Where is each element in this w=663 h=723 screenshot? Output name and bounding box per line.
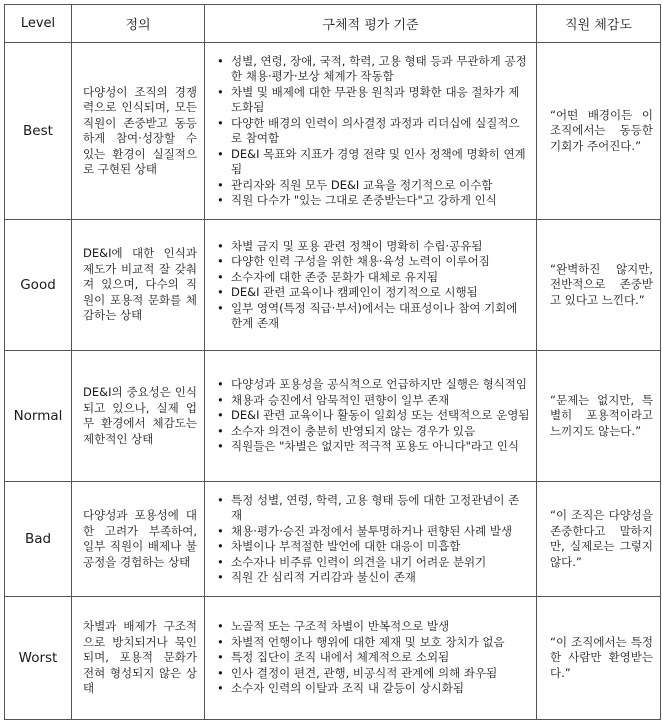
criteria-item: • DE&I 목표와 지표가 경영 전략 및 인사 정책에 명확히 연계됨	[231, 147, 530, 178]
criteria-list	[217, 493, 530, 586]
criteria-item: • 직원 다수가 "있는 그대로 존중받는다"고 강하게 인식	[231, 193, 530, 209]
criteria-item: • DE&I 관련 교육이나 캠페인이 정기적으로 시행됨	[231, 285, 530, 301]
criteria-item: • 차별이나 부적절한 발언에 대한 대응이 미흡함	[231, 539, 530, 555]
criteria-list	[217, 239, 530, 332]
criteria-item: • 다양한 배경의 인력이 의사결정 과정과 리더십에 실질적으로 참여함	[231, 116, 530, 147]
definition-cell: 다양성과 포용성에 대한 고려가 부족하여, 일부 직원이 배제나 불공정을 경험하는 상태	[72, 482, 205, 597]
header-criteria: 구체적 평가 기준	[205, 5, 537, 43]
criteria-item: • 성별, 연령, 장애, 국적, 학력, 고용 형태 등과 무관하게 공정한 채용·평가·보상 체계가 작동함	[231, 54, 530, 85]
row-bad	[5, 482, 661, 597]
level-cell: Best	[5, 43, 72, 220]
dei-evaluation-table	[4, 4, 661, 720]
criteria-item: • 다양성과 포용성을 공식적으로 언급하지만 실행은 형식적임	[231, 377, 530, 393]
row-normal	[5, 351, 661, 482]
criteria-item: • 노골적 또는 구조적 차별이 반복적으로 발생	[231, 619, 530, 635]
criteria-item: • 소수자 의견이 충분히 반영되지 않는 경우가 있음	[231, 424, 530, 440]
criteria-item: • 인사 결정이 편견, 관행, 비공식적 관계에 의해 좌우됨	[231, 666, 530, 682]
criteria-list	[217, 377, 530, 455]
header-level: Level	[5, 5, 72, 43]
criteria-list	[217, 54, 530, 209]
criteria-cell	[205, 220, 537, 351]
criteria-item: • 채용과 승진에서 암묵적인 편향이 일부 존재	[231, 393, 530, 409]
criteria-item: • 직원들은 "차별은 없지만 적극적 포용도 아니다"라고 인식	[231, 439, 530, 455]
criteria-item: • 차별 및 배제에 대한 무관용 원칙과 명확한 대응 절차가 제도화됨	[231, 85, 530, 116]
criteria-item: • 다양한 인력 구성을 위한 채용·육성 노력이 이루어짐	[231, 254, 530, 270]
criteria-item: • DE&I 관련 교육이나 활동이 일회성 또는 선택적으로 운영됨	[231, 408, 530, 424]
definition-cell: DE&I에 대한 인식과 제도가 비교적 잘 갖춰져 있으며, 다수의 직원이 포용적 문화를 체감하는 상태	[72, 220, 205, 351]
definition-cell: 다양성이 조직의 경쟁력으로 인식되며, 모든 직원이 존중받고 동등하게 참여·성장할 수 있는 환경이 실질적으로 구현된 상태	[72, 43, 205, 220]
criteria-item: • 차별 금지 및 포용 관련 정책이 명확히 수립·공유됨	[231, 239, 530, 255]
level-cell: Normal	[5, 351, 72, 482]
header-definition: 정의	[72, 5, 205, 43]
criteria-item: • 관리자와 직원 모두 DE&I 교육을 정기적으로 이수함	[231, 178, 530, 194]
criteria-item: • 특정 성별, 연령, 학력, 고용 형태 등에 대한 고정관념이 존재	[231, 493, 530, 524]
criteria-list	[217, 619, 530, 697]
row-good	[5, 220, 661, 351]
criteria-cell	[205, 482, 537, 597]
criteria-item: • 소수자 인력의 이탈과 조직 내 갈등이 상시화됨	[231, 681, 530, 697]
level-cell: Worst	[5, 597, 72, 720]
feedback-cell: “이 조직은 다양성을 존중한다고 말하지만, 실제로는 그렇지 않다.”	[537, 482, 661, 597]
definition-cell: DE&I의 중요성은 인식되고 있으나, 실제 업무 환경에서 체감도는 제한적인 상태	[72, 351, 205, 482]
criteria-item: • 차별적 언행이나 행위에 대한 제재 및 보호 장치가 없음	[231, 635, 530, 651]
criteria-item: • 소수자나 비주류 인력이 의견을 내기 어려운 분위기	[231, 555, 530, 571]
definition-cell: 차별과 배제가 구조적으로 방치되거나 묵인되며, 포용적 문화가 전혀 형성되지 않은 상태	[72, 597, 205, 720]
criteria-cell	[205, 351, 537, 482]
row-worst	[5, 597, 661, 720]
row-best	[5, 43, 661, 220]
level-cell: Good	[5, 220, 72, 351]
header-feedback: 직원 체감도	[537, 5, 661, 43]
criteria-item: • 직원 간 심리적 거리감과 불신이 존재	[231, 570, 530, 586]
criteria-item: • 일부 영역(특정 직급·부서)에서는 대표성이나 참여 기회에 한계 존재	[231, 301, 530, 332]
criteria-cell	[205, 597, 537, 720]
header-row	[5, 5, 661, 43]
feedback-cell: “이 조직에서는 특정한 사람만 환영받는다.”	[537, 597, 661, 720]
feedback-cell: “완벽하진 않지만, 전반적으로 존중받고 있다고 느낀다.”	[537, 220, 661, 351]
criteria-cell	[205, 43, 537, 220]
feedback-cell: “문제는 없지만, 특별히 포용적이라고 느끼지도 않는다.”	[537, 351, 661, 482]
criteria-item: • 채용·평가·승진 과정에서 불투명하거나 편향된 사례 발생	[231, 524, 530, 540]
criteria-item: • 특정 집단이 조직 내에서 체계적으로 소외됨	[231, 650, 530, 666]
criteria-item: • 소수자에 대한 존중 문화가 대체로 유지됨	[231, 270, 530, 286]
feedback-cell: “어떤 배경이든 이 조직에서는 동등한 기회가 주어진다.”	[537, 43, 661, 220]
level-cell: Bad	[5, 482, 72, 597]
